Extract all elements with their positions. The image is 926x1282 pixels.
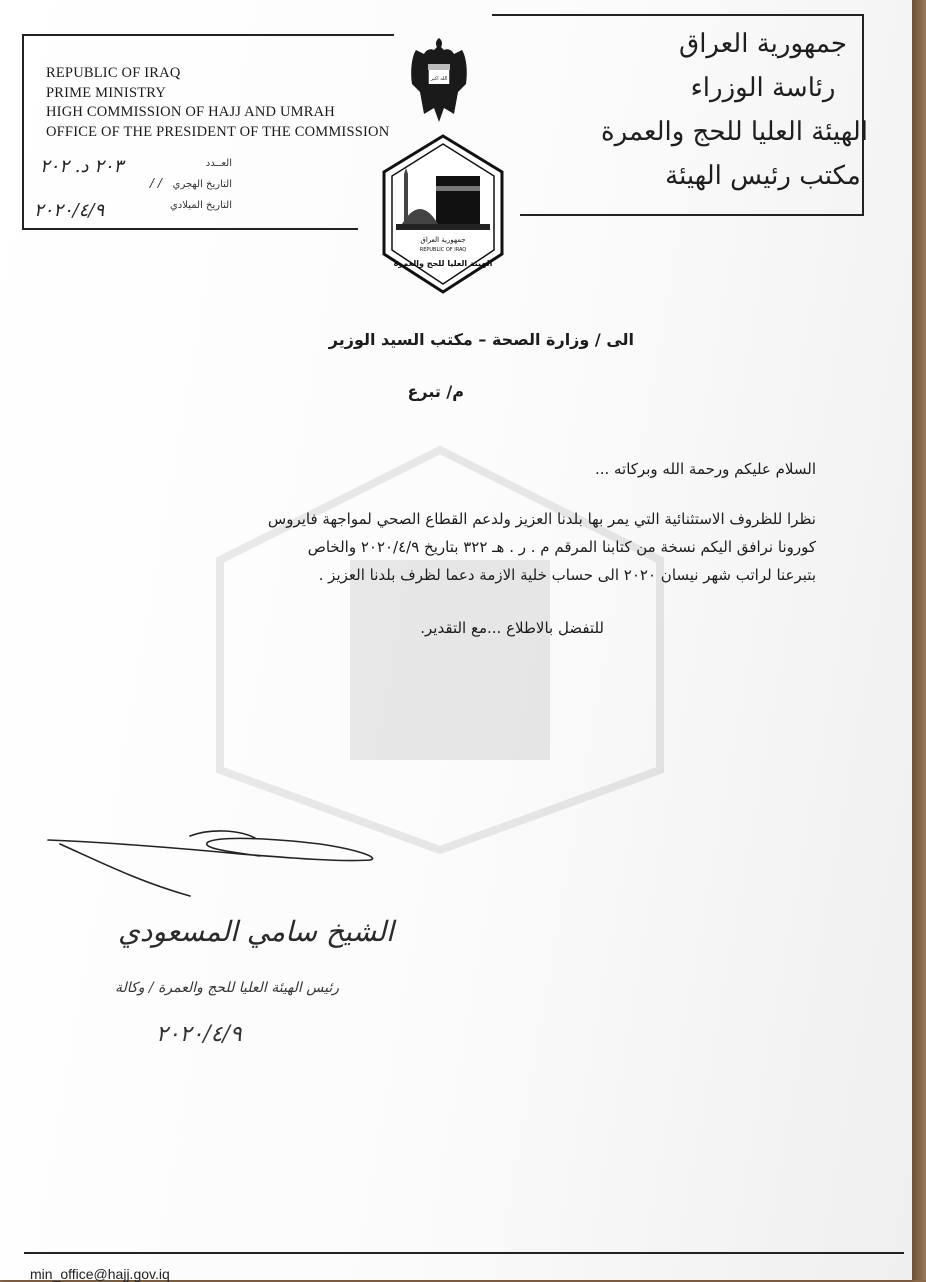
letter-greeting: السلام عليكم ورحمة الله وبركاته ...	[594, 460, 816, 478]
letter-body-line-2: كورونا نرافق اليكم نسخة من كتابنا المرقم م . ر . هـ ٣٢٢ بتاريخ ٢٠٢٠/٤/٩ والخاص	[307, 538, 816, 556]
arabic-line-commission: الهيئة العليا للحج والعمرة	[601, 117, 868, 147]
footer-rule	[24, 1252, 904, 1254]
letter-body	[116, 505, 816, 589]
signatory-name: الشيخ سامي المسعودي	[118, 915, 394, 948]
signature-date: ٢٠٢٠/٤/٩	[156, 1022, 242, 1047]
header-frame-left-bottom	[22, 228, 358, 230]
reference-number-label: العــدد	[205, 158, 232, 169]
letterhead-line-republic: REPUBLIC OF IRAQ	[46, 65, 181, 81]
handwritten-signature-icon	[40, 822, 380, 912]
reference-number-value: ٢٠٣ د. ٢٠٢	[40, 156, 124, 177]
header-frame-right-bottom	[520, 214, 864, 216]
hajj-commission-logo-icon	[380, 134, 506, 294]
svg-text:الله اكبر: الله اكبر	[430, 76, 448, 82]
logo-top-text: جمهورية العراق	[420, 236, 466, 244]
desk-edge	[912, 0, 926, 1280]
arabic-line-ministry: رئاسة الوزراء	[690, 73, 836, 103]
arabic-line-office: مكتب رئيس الهيئة	[665, 161, 861, 191]
reference-hijri-label: التاريخ الهجري	[172, 179, 232, 190]
letter-body-line-3: بتبرعنا لراتب شهر نيسان ٢٠٢٠ الى حساب خلية الازمة دعما لظرف بلدنا العزيز .	[318, 566, 816, 584]
reference-gregorian-label: التاريخ الميلادي	[169, 200, 232, 211]
signatory-title: رئيس الهيئة العليا للحج والعمرة / وكالة	[115, 980, 340, 996]
iraq-eagle-emblem-icon	[406, 36, 472, 124]
footer-email: min_office@hajj.gov.iq	[30, 1266, 170, 1282]
logo-bottom-text: الهيئة العليا للحج والعمرة	[393, 259, 493, 268]
letter-body-line-1: نظرا للظروف الاستثنائية التي يمر بها بلدنا العزيز ولدعم القطاع الصحي لمواجهة فايروس	[267, 510, 816, 528]
arabic-letterhead	[601, 22, 868, 198]
arabic-line-republic: جمهورية العراق	[679, 29, 847, 59]
reference-hijri-value: / /	[150, 176, 162, 190]
reference-gregorian-value: ٢٠٢٠/٤/٩	[34, 200, 105, 221]
logo-top-text-en: REPUBLIC OF IRAQ	[419, 247, 467, 253]
letter-closing: للتفضل بالاطلاع ...مع التقدير.	[420, 619, 604, 637]
letterhead-line-commission: HIGH COMMISSION OF HAJJ AND UMRAH	[46, 104, 335, 120]
letterhead-line-ministry: PRIME MINISTRY	[46, 84, 167, 101]
letter-recipient: الى / وزارة الصحة – مكتب السيد الوزير	[328, 330, 634, 349]
letterhead-line-office: OFFICE OF THE PRESIDENT OF THE COMMISSION	[46, 123, 390, 140]
letter-subject: م/ تبرع	[407, 382, 464, 401]
english-letterhead	[46, 64, 389, 142]
watermark-logo-icon	[200, 440, 680, 860]
